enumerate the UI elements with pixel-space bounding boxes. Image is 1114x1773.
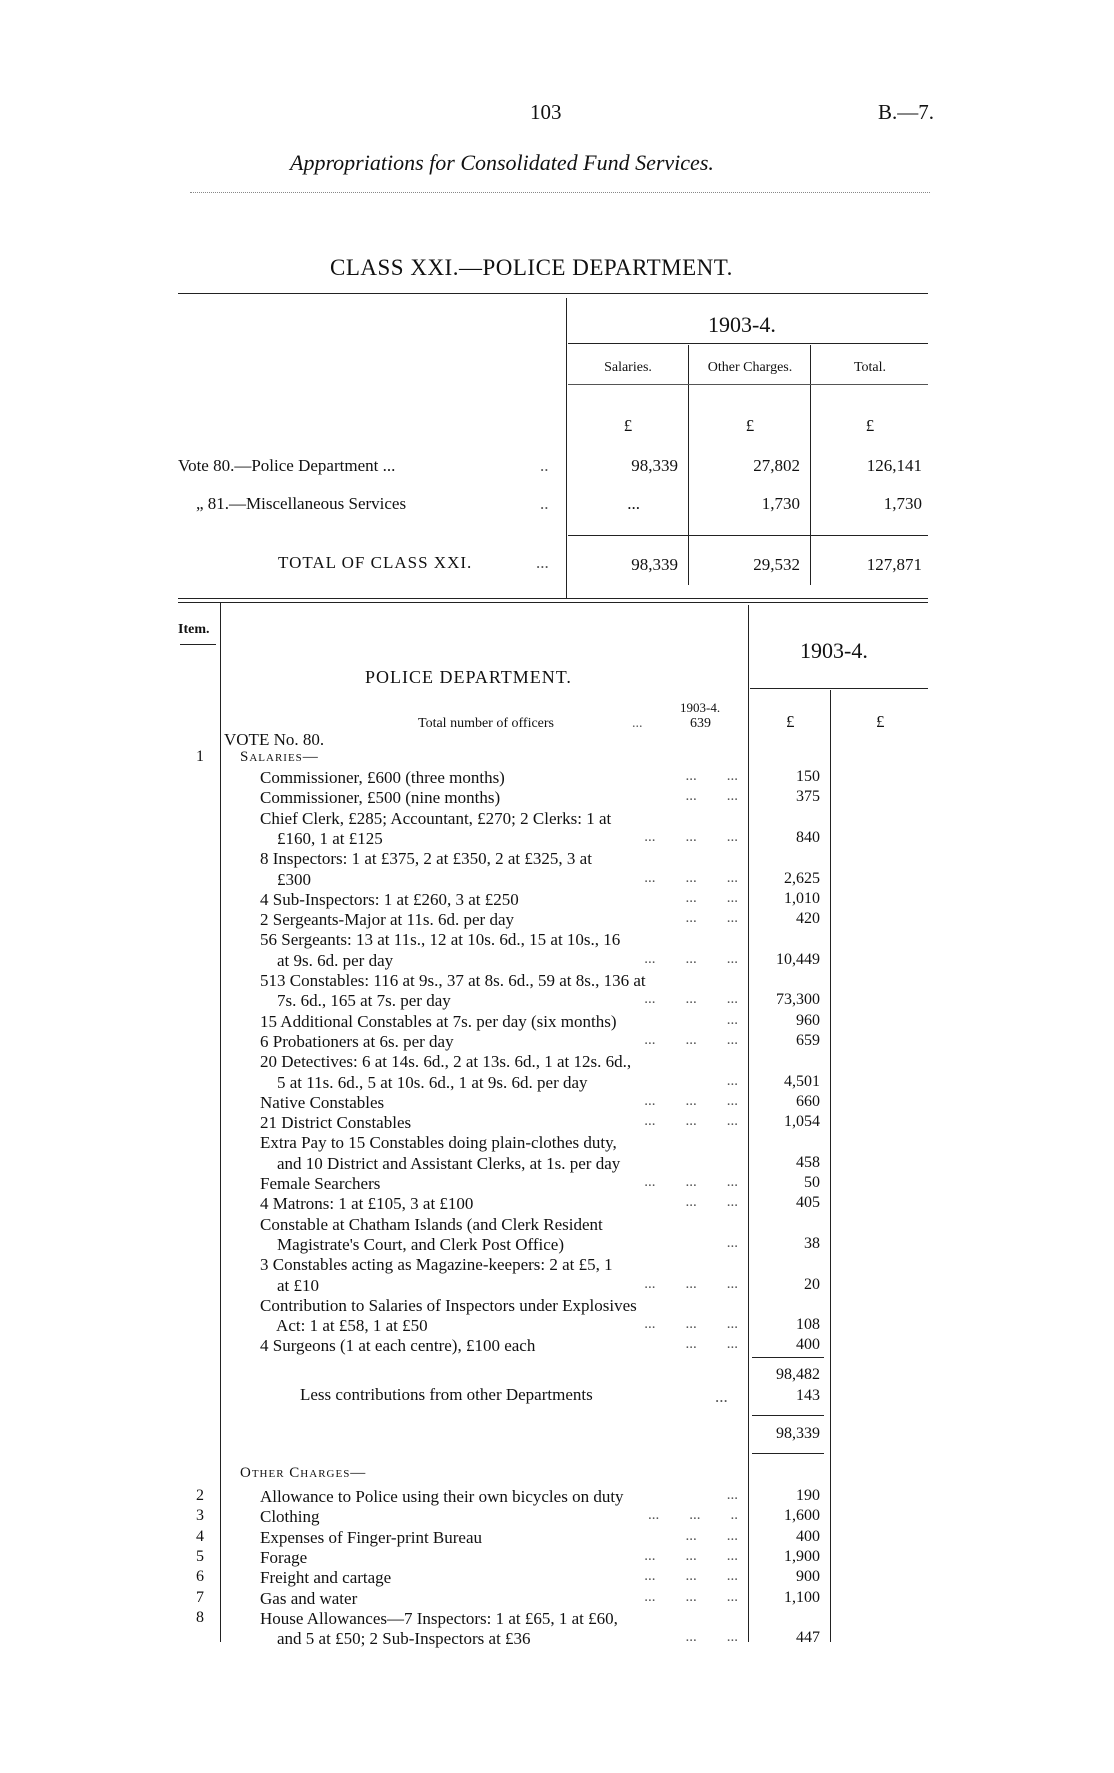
line-description: and 10 District and Assistant Clerks, at 1s. per day bbox=[260, 1154, 621, 1173]
summary-salaries: 98,339 bbox=[631, 456, 678, 475]
item-number: 1 bbox=[196, 748, 204, 765]
col-salaries: Salaries. bbox=[604, 360, 652, 375]
line-amount: 1,600 bbox=[784, 1507, 820, 1524]
line-description: Act: 1 at £58, 1 at £50 bbox=[260, 1316, 428, 1335]
line-description: 3 Constables acting as Magazine-keepers: 2 at £5, 1 bbox=[260, 1255, 613, 1274]
line-description: 20 Detectives: 6 at 14s. 6d., 2 at 13s. 6d., 1 at 12s. 6d., bbox=[260, 1052, 632, 1071]
currency: £ bbox=[865, 416, 875, 435]
class-title: CLASS XXI.—POLICE DEPARTMENT. bbox=[330, 255, 733, 280]
line-amount: 20 bbox=[804, 1276, 820, 1293]
line-description: £160, 1 at £125 bbox=[260, 829, 383, 848]
currency: £ bbox=[786, 712, 795, 731]
leader-dots: ... ... bbox=[685, 910, 738, 926]
rule bbox=[752, 1453, 824, 1454]
leader-dots: ... ... bbox=[685, 1629, 738, 1645]
line-amount: 1,054 bbox=[784, 1113, 820, 1130]
summary-row-label: Vote 80.—Police Department ... bbox=[178, 456, 396, 475]
leader-dots: ... bbox=[536, 553, 549, 572]
line-description: at £10 bbox=[260, 1276, 320, 1295]
line-amount: 10,449 bbox=[776, 951, 820, 968]
item-number: 4 bbox=[196, 1528, 204, 1545]
line-amount: 190 bbox=[796, 1487, 820, 1504]
line-description: Freight and cartage bbox=[260, 1568, 392, 1587]
col-total: Total. bbox=[853, 360, 887, 375]
salaries-subtotal: 98,482 bbox=[776, 1366, 820, 1383]
less-contributions-label: Less contributions from other Departments bbox=[300, 1385, 593, 1404]
leader-dots: ... ... bbox=[685, 890, 738, 906]
item-number: 6 bbox=[196, 1568, 204, 1585]
officers-label: Total number of officers bbox=[418, 716, 554, 731]
line-amount: 659 bbox=[796, 1032, 820, 1049]
rule bbox=[750, 688, 928, 689]
leader-dots: ... bbox=[726, 1073, 738, 1089]
summary-row-label: „ 81.—Miscellaneous Services bbox=[196, 494, 407, 513]
column-rule bbox=[220, 602, 221, 1642]
line-description: and 5 at £50; 2 Sub-Inspectors at £36 bbox=[260, 1629, 531, 1648]
line-description: 6 Probationers at 6s. per day bbox=[260, 1032, 454, 1051]
rule bbox=[178, 293, 928, 294]
leader-dots: ... ... ... bbox=[644, 1589, 738, 1605]
leader-dots: ... ... ... bbox=[644, 829, 738, 845]
line-description: Commissioner, £600 (three months) bbox=[260, 768, 505, 787]
leader-dots: ... ... bbox=[685, 1194, 738, 1210]
summary-other: 1,730 bbox=[761, 494, 800, 513]
line-description: 21 District Constables bbox=[260, 1113, 412, 1132]
leader-dots: ... ... ... bbox=[644, 1032, 738, 1048]
line-description: 4 Matrons: 1 at £105, 3 at £100 bbox=[260, 1194, 474, 1213]
item-number: 7 bbox=[196, 1589, 204, 1606]
leader-dots: ... ... ... bbox=[644, 1548, 738, 1564]
section-heading: Other Charges— bbox=[240, 1465, 367, 1481]
col-other-charges: Other Charges. bbox=[707, 360, 793, 375]
rule bbox=[568, 384, 928, 385]
leader-dots: ... ... bbox=[685, 1528, 738, 1544]
officers-count: 639 bbox=[690, 716, 711, 731]
line-description: Female Searchers bbox=[260, 1174, 381, 1193]
leader-dots: ... ... bbox=[685, 768, 738, 784]
line-amount: 400 bbox=[796, 1336, 820, 1353]
summary-total: 126,141 bbox=[866, 456, 922, 475]
total-label: TOTAL OF CLASS XXI. bbox=[278, 553, 473, 572]
summary-salaries: ... bbox=[627, 494, 640, 513]
net-salaries: 98,339 bbox=[776, 1425, 820, 1442]
line-description: 513 Constables: 116 at 9s., 37 at 8s. 6d., 59 at 8s., 136 at bbox=[260, 971, 646, 990]
line-amount: 900 bbox=[796, 1568, 820, 1585]
page-subtitle: Appropriations for Consolidated Fund Services. bbox=[290, 150, 714, 175]
leader-dots: ... ... ... bbox=[644, 1113, 738, 1129]
total-salaries: 98,339 bbox=[631, 555, 678, 574]
line-description: Commissioner, £500 (nine months) bbox=[260, 788, 501, 807]
rule bbox=[752, 1357, 824, 1358]
currency: £ bbox=[623, 416, 633, 435]
line-description: Extra Pay to 15 Constables doing plain-clothes duty, bbox=[260, 1133, 617, 1152]
rule bbox=[178, 598, 928, 599]
leader-dots: ... ... bbox=[685, 788, 738, 804]
line-amount: 38 bbox=[804, 1235, 820, 1252]
vote-label: VOTE No. 80. bbox=[224, 730, 325, 749]
leader-dots: .. bbox=[540, 494, 549, 513]
column-rule bbox=[566, 298, 567, 598]
column-rule bbox=[688, 345, 689, 585]
line-amount: 458 bbox=[796, 1154, 820, 1171]
line-amount: 660 bbox=[796, 1093, 820, 1110]
column-rule bbox=[810, 345, 811, 585]
page-number: 103 bbox=[530, 100, 562, 124]
line-amount: 2,625 bbox=[784, 870, 820, 887]
leader-dots: .. bbox=[540, 456, 549, 475]
line-description: Forage bbox=[260, 1548, 308, 1567]
line-description: at 9s. 6d. per day bbox=[260, 951, 394, 970]
line-description: 4 Surgeons (1 at each centre), £100 each bbox=[260, 1336, 536, 1355]
leader-dots: ... bbox=[726, 1235, 738, 1251]
column-rule bbox=[748, 605, 749, 1642]
line-description: 5 at 11s. 6d., 5 at 10s. 6d., 1 at 9s. 6d. per day bbox=[260, 1073, 588, 1092]
leader-dots: ... bbox=[726, 1012, 738, 1028]
line-description: 7s. 6d., 165 at 7s. per day bbox=[260, 991, 451, 1010]
line-description: Constable at Chatham Islands (and Clerk Resident bbox=[260, 1215, 603, 1234]
summary-total: 1,730 bbox=[883, 494, 922, 513]
line-description: Magistrate's Court, and Clerk Post Office) bbox=[260, 1235, 564, 1254]
leader-dots: ... bbox=[715, 1387, 728, 1406]
line-amount: 73,300 bbox=[776, 991, 820, 1008]
leader-dots: ... ... ... bbox=[644, 991, 738, 1007]
line-description: House Allowances—7 Inspectors: 1 at £65, 1 at £60, bbox=[260, 1609, 618, 1628]
document-reference: B.—7. bbox=[878, 100, 935, 124]
leader-dots: ... ... ... bbox=[644, 870, 738, 886]
leader-dots: ... ... ... bbox=[644, 1093, 738, 1109]
section-heading: Salaries— bbox=[240, 749, 319, 765]
currency: £ bbox=[876, 712, 885, 731]
line-amount: 150 bbox=[796, 768, 820, 785]
line-amount: 447 bbox=[796, 1629, 820, 1646]
line-description: Contribution to Salaries of Inspectors under Explosives bbox=[260, 1296, 637, 1315]
line-amount: 375 bbox=[796, 788, 820, 805]
line-description: Allowance to Police using their own bicycles on duty bbox=[260, 1487, 624, 1506]
line-description: Gas and water bbox=[260, 1589, 358, 1608]
officers-year: 1903-4. bbox=[680, 700, 721, 715]
line-amount: 108 bbox=[796, 1316, 820, 1333]
line-description: 4 Sub-Inspectors: 1 at £260, 3 at £250 bbox=[260, 890, 519, 909]
leader-dots: ... ... bbox=[685, 1336, 738, 1352]
line-amount: 840 bbox=[796, 829, 820, 846]
leader-dots: ... bbox=[632, 716, 643, 731]
line-description: Native Constables bbox=[260, 1093, 385, 1112]
leader-dots: ... ... ... bbox=[644, 1276, 738, 1292]
rule bbox=[178, 602, 928, 603]
line-amount: 1,900 bbox=[784, 1548, 820, 1565]
line-description: 15 Additional Constables at 7s. per day (six months) bbox=[260, 1012, 617, 1031]
line-amount: 960 bbox=[796, 1012, 820, 1029]
line-amount: 4,501 bbox=[784, 1073, 820, 1090]
rule bbox=[752, 1415, 824, 1416]
detail-year: 1903-4. bbox=[800, 638, 868, 663]
leader-dots: ... ... ... bbox=[644, 1568, 738, 1584]
divider bbox=[190, 192, 930, 193]
line-description: 56 Sergeants: 13 at 11s., 12 at 10s. 6d., 15 at 10s., 16 bbox=[260, 930, 621, 949]
line-amount: 405 bbox=[796, 1194, 820, 1211]
leader-dots: ... ... ... bbox=[644, 951, 738, 967]
rule bbox=[568, 535, 928, 536]
item-number: 8 bbox=[196, 1609, 204, 1626]
leader-dots: ... ... ... bbox=[644, 1174, 738, 1190]
leader-dots: ... ... ... bbox=[644, 1316, 738, 1332]
leader-dots: ... ... .. bbox=[648, 1507, 738, 1523]
line-description: Expenses of Finger-print Bureau bbox=[260, 1528, 483, 1547]
line-description: £300 bbox=[260, 870, 311, 889]
summary-year: 1903-4. bbox=[708, 312, 776, 337]
line-amount: 1,010 bbox=[784, 890, 820, 907]
rule bbox=[568, 343, 928, 344]
line-amount: 50 bbox=[804, 1174, 820, 1191]
rule bbox=[180, 644, 216, 645]
currency: £ bbox=[745, 416, 755, 435]
item-number: 2 bbox=[196, 1487, 204, 1504]
line-description: 2 Sergeants-Major at 11s. 6d. per day bbox=[260, 910, 514, 929]
summary-other: 27,802 bbox=[753, 456, 800, 475]
total-other: 29,532 bbox=[753, 555, 800, 574]
leader-dots: ... bbox=[726, 1487, 738, 1503]
item-number: 5 bbox=[196, 1548, 204, 1565]
item-column-header: Item. bbox=[178, 622, 210, 637]
line-description: 8 Inspectors: 1 at £375, 2 at £350, 2 at £325, 3 at bbox=[260, 849, 592, 868]
line-amount: 420 bbox=[796, 910, 820, 927]
line-description: Chief Clerk, £285; Accountant, £270; 2 Clerks: 1 at bbox=[260, 809, 612, 828]
total-total: 127,871 bbox=[866, 555, 922, 574]
line-description: Clothing bbox=[260, 1507, 320, 1526]
column-rule bbox=[830, 690, 831, 1642]
line-amount: 1,100 bbox=[784, 1589, 820, 1606]
department-title: POLICE DEPARTMENT. bbox=[365, 667, 572, 687]
line-amount: 400 bbox=[796, 1528, 820, 1545]
less-contributions-amount: 143 bbox=[796, 1387, 820, 1404]
item-number: 3 bbox=[196, 1507, 204, 1524]
